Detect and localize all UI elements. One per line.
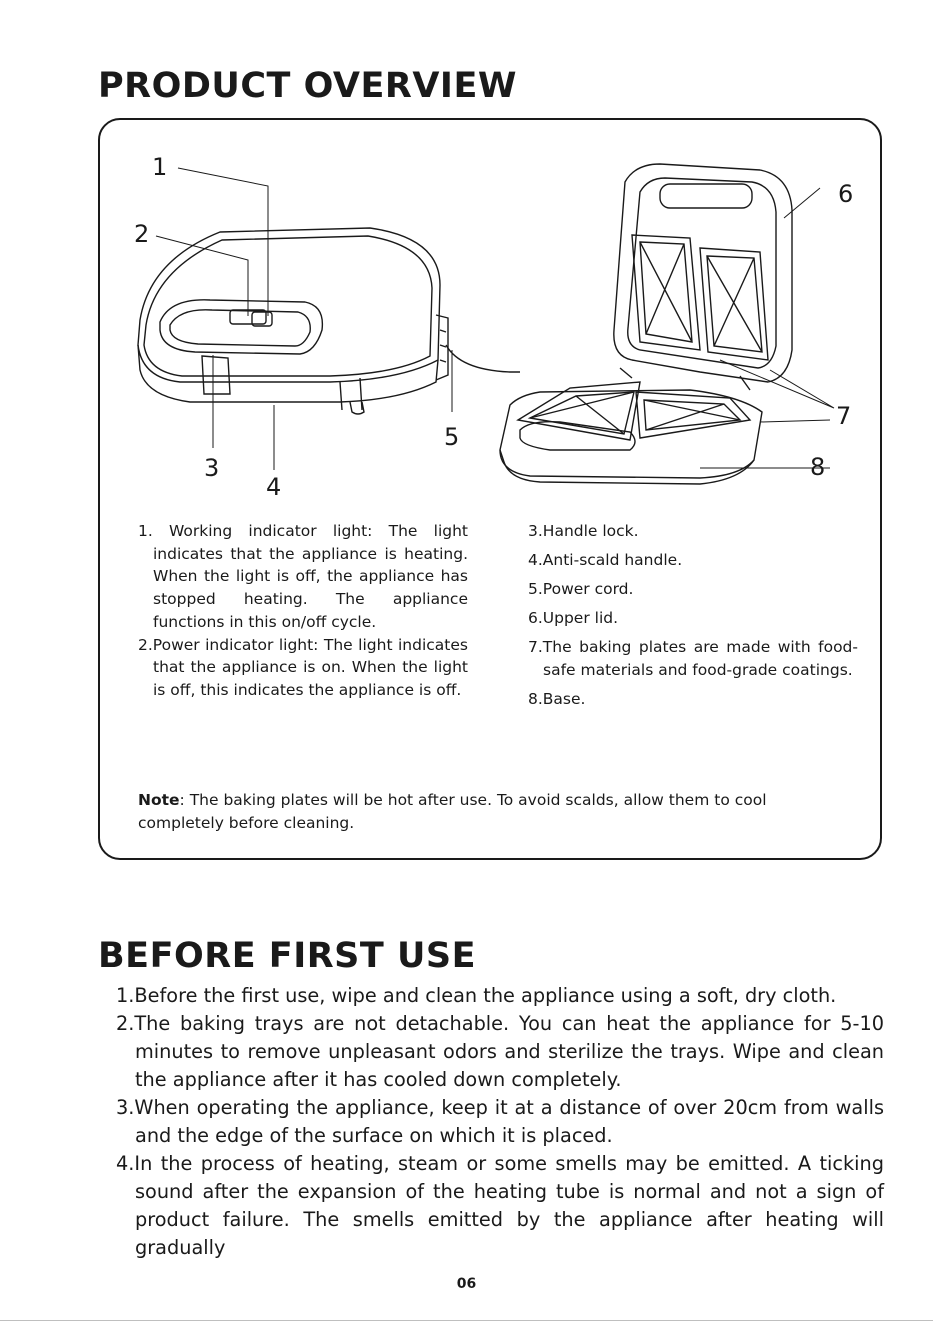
overview-item-upper-lid: 6.Upper lid.: [528, 609, 619, 628]
callout-1: 1: [152, 153, 168, 181]
callout-5: 5: [444, 423, 460, 451]
overview-item-power-light: 2.Power indicator light: The light indicates that the appliance is on. When the light is off, this indicates the appliance is off.: [138, 635, 468, 699]
closed-sandwich-maker-illustration: [138, 228, 520, 414]
open-sandwich-maker-illustration: [500, 164, 792, 484]
sandwich-maker-diagram: [100, 120, 882, 520]
callout-4: 4: [266, 473, 282, 501]
callout-leader-lines: [156, 168, 834, 470]
overview-item-working-light: 1. Working indicator light: The light indicates that the appliance is heating. When the light is off, the appliance has stopped heating. The appliance functions in this on/off cycle.: [138, 522, 468, 631]
callout-7: 7: [836, 402, 852, 430]
page-bottom-rule: [0, 1320, 933, 1321]
callout-2: 2: [134, 220, 150, 248]
before-first-use-item-1: 1.Before the first use, wipe and clean the appliance using a soft, dry cloth.: [116, 984, 837, 1007]
product-overview-title: PRODUCT OVERVIEW: [98, 66, 517, 106]
before-first-use-item-4: 4.In the process of heating, steam or some smells may be emitted. A ticking sound after the expansion of the heating tube is normal and not a sign of product failure. The smells emitted by the appliance after heating will gradually: [116, 1152, 884, 1259]
overview-item-power-cord: 5.Power cord.: [528, 580, 634, 599]
note-label: Note: [138, 791, 180, 809]
before-first-use-item-3: 3.When operating the appliance, keep it at a distance of over 20cm from walls and the edge of the surface on which it is placed.: [116, 1096, 884, 1147]
callout-6: 6: [838, 180, 854, 208]
overview-right-column: [528, 520, 858, 717]
product-overview-panel: [98, 118, 882, 860]
overview-item-base: 8.Base.: [528, 690, 586, 709]
overview-item-baking-plates: 7.The baking plates are made with food-safe materials and food-grade coatings.: [528, 638, 858, 680]
before-first-use-item-2: 2.The baking trays are not detachable. You can heat the appliance for 5-10 minutes to remove unpleasant odors and sterilize the trays. Wipe and clean the appliance after it has cooled down completely.: [116, 1012, 884, 1091]
page-number: 06: [456, 1276, 477, 1292]
overview-note: [138, 789, 850, 835]
callout-3: 3: [204, 454, 220, 482]
callout-8: 8: [810, 453, 826, 481]
overview-item-handle: 4.Anti-scald handle.: [528, 551, 683, 570]
before-first-use-title: BEFORE FIRST USE: [98, 936, 476, 976]
note-text: : The baking plates will be hot after use. To avoid scalds, allow them to cool completely before cleaning.: [138, 791, 767, 832]
overview-left-column: [138, 520, 468, 702]
before-first-use-list: [116, 982, 884, 1262]
overview-item-handle-lock: 3.Handle lock.: [528, 522, 639, 540]
